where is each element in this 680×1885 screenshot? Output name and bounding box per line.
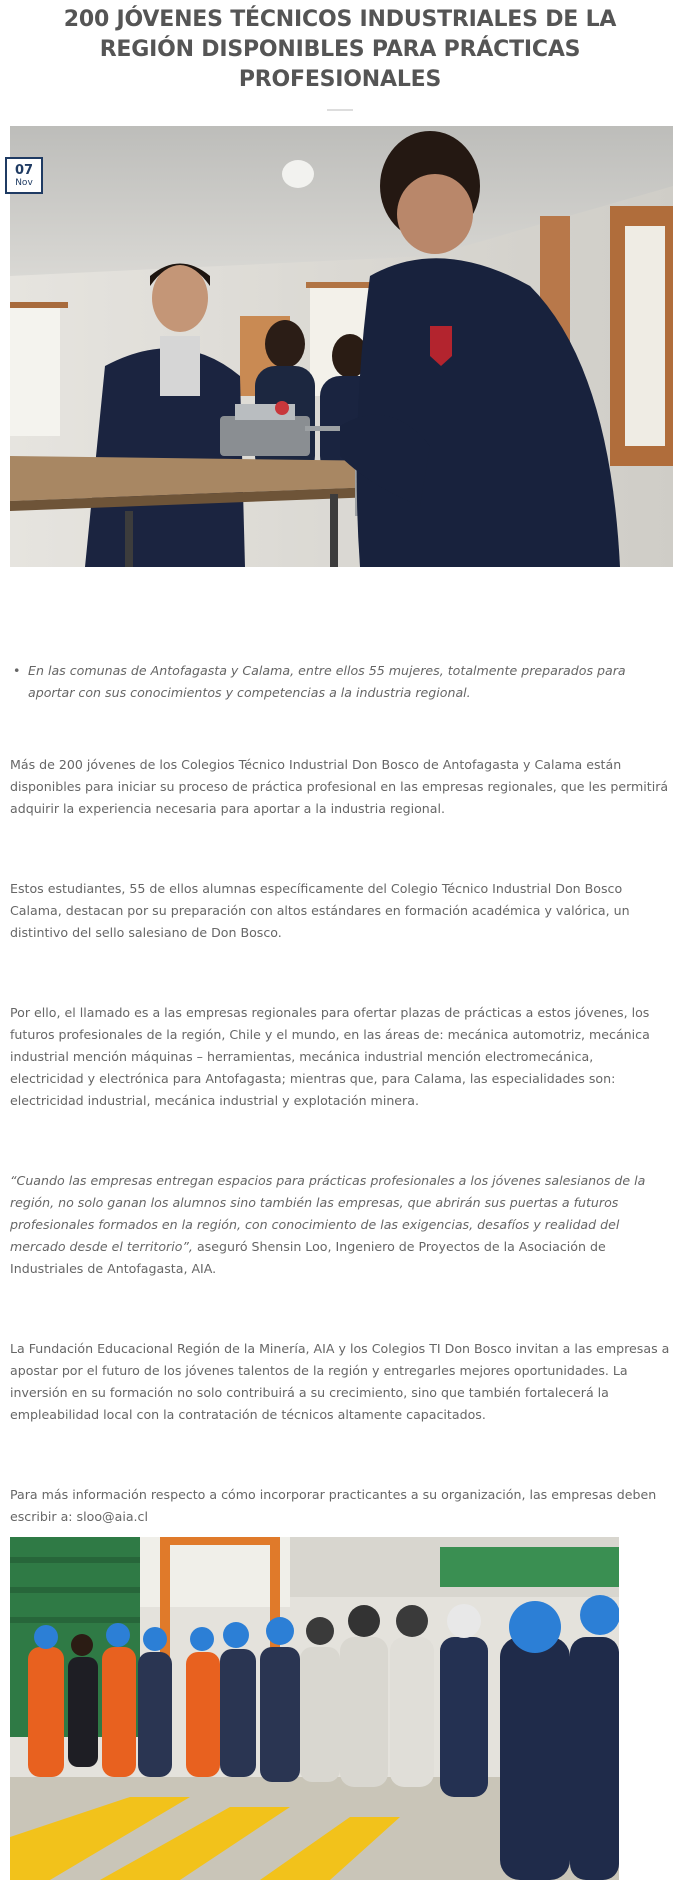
- paragraph-contact: Para más información respecto a cómo incorporar practicantes a su organización, las empresas deben escribir a: sloo@aia.cl: [10, 1487, 657, 1524]
- students-workshop-photo: [10, 126, 673, 567]
- featured-image: [10, 126, 673, 567]
- quote-text: “Cuando las empresas entregan espacios para prácticas profesionales a los jóvenes salesianos de la región, no solo ganan los alumnos sino también las empresas, que abrirán sus puertas a futuros profesionales formados en la región, con conocimiento de las exigencias, desafíos y realidad del mercado desde el territorio”,: [10, 1173, 646, 1254]
- quote-attribution: aseguró Shensin Loo, Ingeniero de Proyectos de la Asociación de Industriales de Antofagasta, AIA.: [10, 1239, 606, 1276]
- students-workwear-photo: [10, 1537, 619, 1880]
- paragraph-1: Más de 200 jóvenes de los Colegios Técnico Industrial Don Bosco de Antofagasta y Calama están disponibles para iniciar su proceso de práctica profesional en las empresas regionales, que les permitirá adquirir la experiencia necesaria para aportar a la industria regional.: [10, 757, 669, 816]
- paragraph-2: Estos estudiantes, 55 de ellos alumnas específicamente del Colegio Técnico Industrial Don Bosco Calama, destacan por su preparación con altos estándares en formación académica y valórica, un distintivo del sello salesiano de Don Bosco.: [10, 881, 630, 940]
- title-divider: [327, 109, 353, 111]
- highlights-list: [10, 660, 670, 704]
- group-photo: [10, 1537, 619, 1880]
- date-badge-month: Nov: [15, 178, 33, 188]
- article-content: [10, 660, 670, 1528]
- paragraph-5: La Fundación Educacional Región de la Minería, AIA y los Colegios TI Don Bosco invitan a las empresas a apostar por el futuro de los jóvenes talentos de la región y entregarles mejores oportunidades. La inversión en su formación no solo contribuirá a su crecimiento, sino que también fortalecerá la empleabilidad local con la contratación de técnicos altamente capacitados.: [10, 1341, 670, 1422]
- highlight-item: • En las comunas de Antofagasta y Calama, entre ellos 55 mujeres, totalmente preparados para aportar con sus conocimientos y competencias a la industria regional.: [10, 660, 670, 704]
- paragraph-quote: [10, 1170, 670, 1280]
- paragraph-3: Por ello, el llamado es a las empresas regionales para ofertar plazas de prácticas a estos jóvenes, los futuros profesionales de la región, Chile y el mundo, en las áreas de: mecánica automotriz, mecánica industrial mención máquinas – herramientas, mecánica industrial mención electromecánica, electricidad y electrónica para Antofagasta; mientras que, para Calama, las especialidades son: electricidad industrial, mecánica industrial y explotación minera.: [10, 1005, 650, 1108]
- article-title: 200 JÓVENES TÉCNICOS INDUSTRIALES DE LA REGIÓN DISPONIBLES PARA PRÁCTICAS PROFESIONALES: [63, 7, 617, 92]
- date-badge-day: 07: [14, 163, 34, 178]
- date-badge: [5, 157, 43, 194]
